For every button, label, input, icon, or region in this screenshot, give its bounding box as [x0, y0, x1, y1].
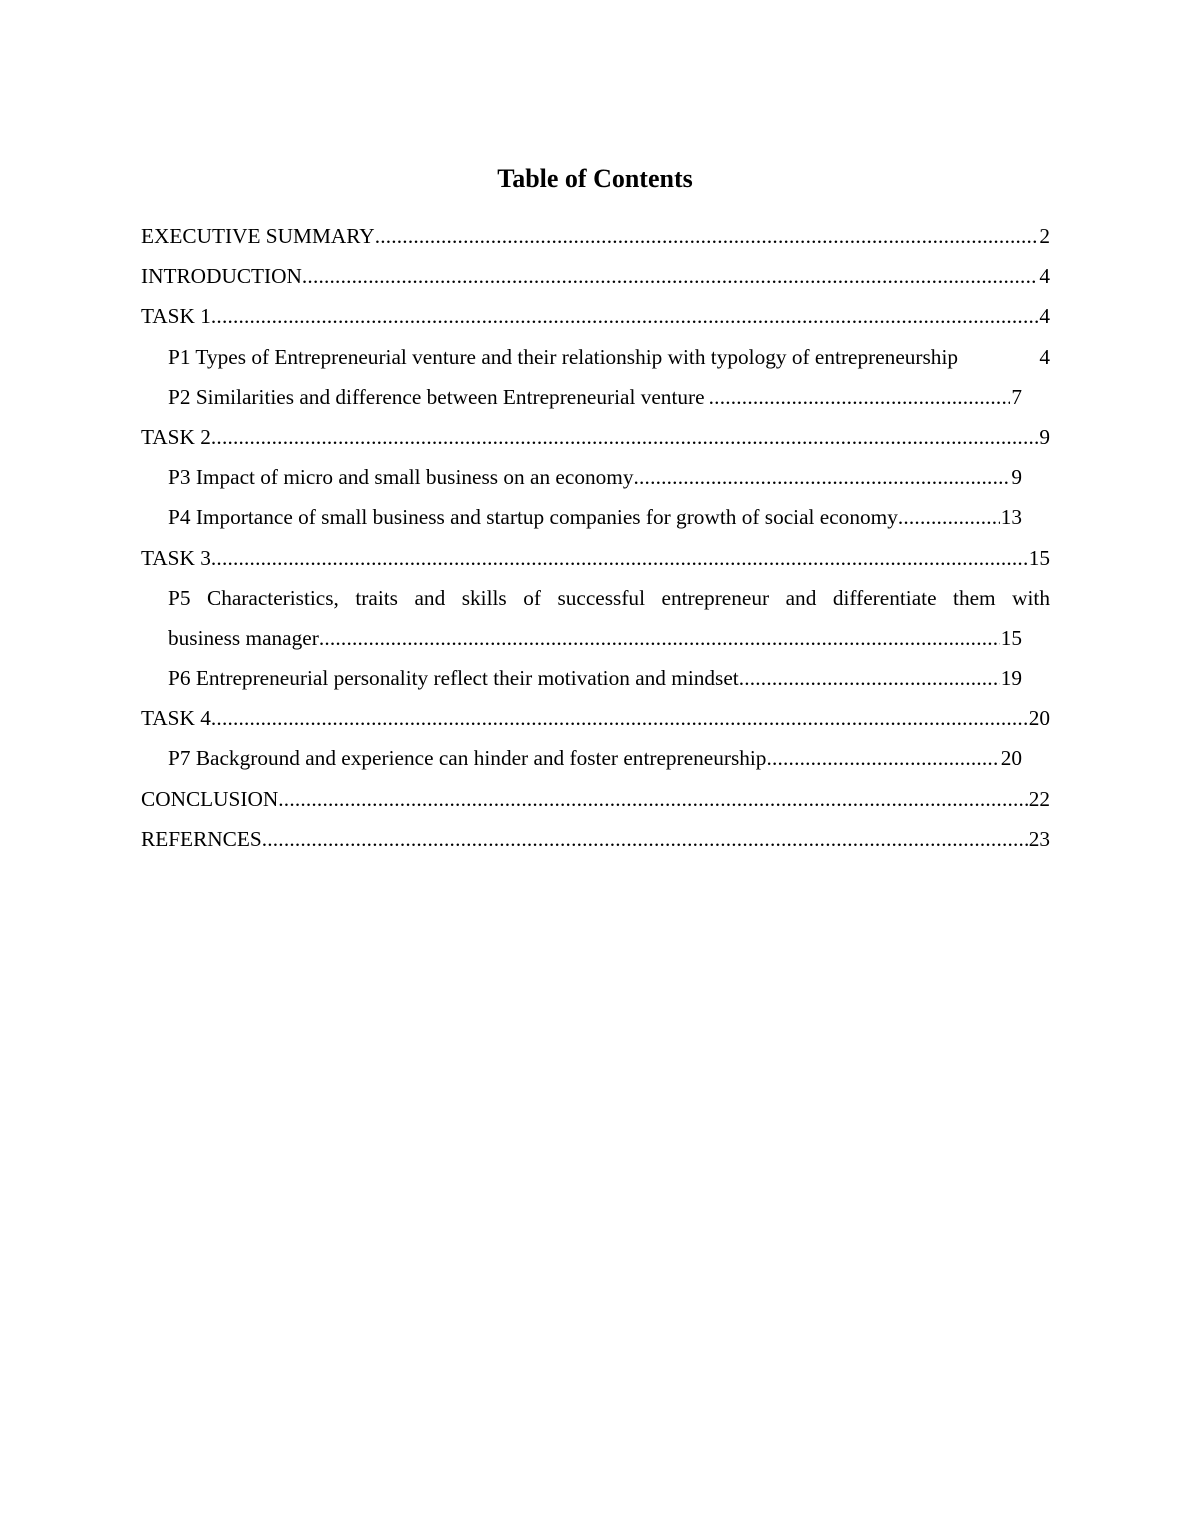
toc-entry-label: EXECUTIVE SUMMARY	[141, 224, 375, 248]
toc-entry-label: TASK 1	[141, 304, 211, 329]
toc-entry-p6[interactable]	[141, 658, 1050, 698]
toc-dot-leader	[211, 296, 1038, 336]
toc-entry-introduction[interactable]	[141, 256, 1050, 296]
toc-page-number: 4	[1039, 304, 1050, 329]
toc-entry-task-1[interactable]	[141, 296, 1050, 336]
toc-page-number: 9	[1039, 424, 1050, 449]
toc-entry-label: INTRODUCTION	[141, 264, 302, 289]
toc-entry-references[interactable]	[141, 819, 1050, 859]
toc-entry-label: TASK 3	[141, 545, 211, 570]
toc-entry-label: P4 Importance of small business and startup companies for growth of social economy	[168, 505, 898, 530]
toc-entry-label-line1: P5 Characteristics, traits and skills of successful entrepreneur and differentiate them with	[168, 585, 1050, 610]
toc-dot-leader	[375, 216, 1039, 256]
toc-dot-leader	[898, 497, 1000, 537]
table-of-contents	[141, 216, 1050, 859]
toc-page-number: 7	[1011, 384, 1022, 409]
toc-page-number: 9	[1011, 465, 1022, 490]
toc-entry-p2[interactable]	[141, 377, 1050, 417]
toc-entry-task-2[interactable]	[141, 417, 1050, 457]
toc-entry-p3[interactable]	[141, 457, 1050, 497]
toc-entry-p4[interactable]	[141, 497, 1050, 537]
toc-entry-label-line2: business manager	[168, 625, 319, 650]
toc-entry-label: CONCLUSION	[141, 786, 279, 811]
toc-entry-label: P7 Background and experience can hinder and foster entrepreneurship	[168, 746, 767, 771]
toc-entry-task-3[interactable]	[141, 538, 1050, 578]
toc-page-number: 15	[1000, 625, 1022, 650]
toc-entry-p1[interactable]	[141, 337, 1050, 377]
toc-page-number: 22	[1028, 786, 1050, 811]
toc-title: Table of Contents	[497, 164, 693, 193]
toc-entry-label: REFERNCES	[141, 826, 262, 851]
toc-dot-leader	[766, 738, 999, 778]
toc-page-number: 4	[1039, 264, 1050, 289]
toc-dot-leader	[278, 779, 1027, 819]
toc-dot-leader	[634, 457, 1011, 497]
toc-entry-label: P6 Entrepreneurial personality reflect their motivation and mindset	[168, 666, 739, 691]
toc-entry-label: TASK 4	[141, 706, 211, 731]
toc-entry-label: P3 Impact of micro and small business on an economy	[168, 465, 634, 490]
toc-entry-label: P1 Types of Entrepreneurial venture and their relationship with typology of entrepreneurship	[168, 344, 959, 369]
toc-page-number: 20	[1028, 706, 1050, 731]
toc-entry-p5[interactable]	[141, 578, 1050, 658]
toc-entry-conclusion[interactable]	[141, 779, 1050, 819]
toc-page-number: 4	[1039, 344, 1050, 369]
toc-dot-leader	[709, 377, 1011, 417]
toc-page-number: 19	[1000, 666, 1022, 691]
toc-dot-leader	[211, 417, 1038, 457]
toc-dot-leader	[211, 698, 1028, 738]
toc-entry-label: P2 Similarities and difference between Entrepreneurial venture	[168, 384, 705, 409]
toc-page-number: 15	[1028, 545, 1050, 570]
toc-page-number: 2	[1039, 224, 1050, 248]
toc-dot-leader	[319, 618, 1000, 658]
toc-page-number: 13	[1000, 505, 1022, 530]
toc-dot-leader	[739, 658, 1000, 698]
toc-page-number: 20	[1000, 746, 1022, 771]
toc-entry-p7[interactable]	[141, 738, 1050, 778]
toc-entry-label: TASK 2	[141, 424, 211, 449]
toc-dot-leader	[302, 256, 1038, 296]
toc-entry-task-4[interactable]	[141, 698, 1050, 738]
toc-dot-leader	[211, 538, 1028, 578]
toc-page-number: 23	[1028, 826, 1050, 851]
toc-dot-leader	[262, 819, 1028, 859]
toc-entry-executive-summary[interactable]	[141, 216, 1050, 256]
